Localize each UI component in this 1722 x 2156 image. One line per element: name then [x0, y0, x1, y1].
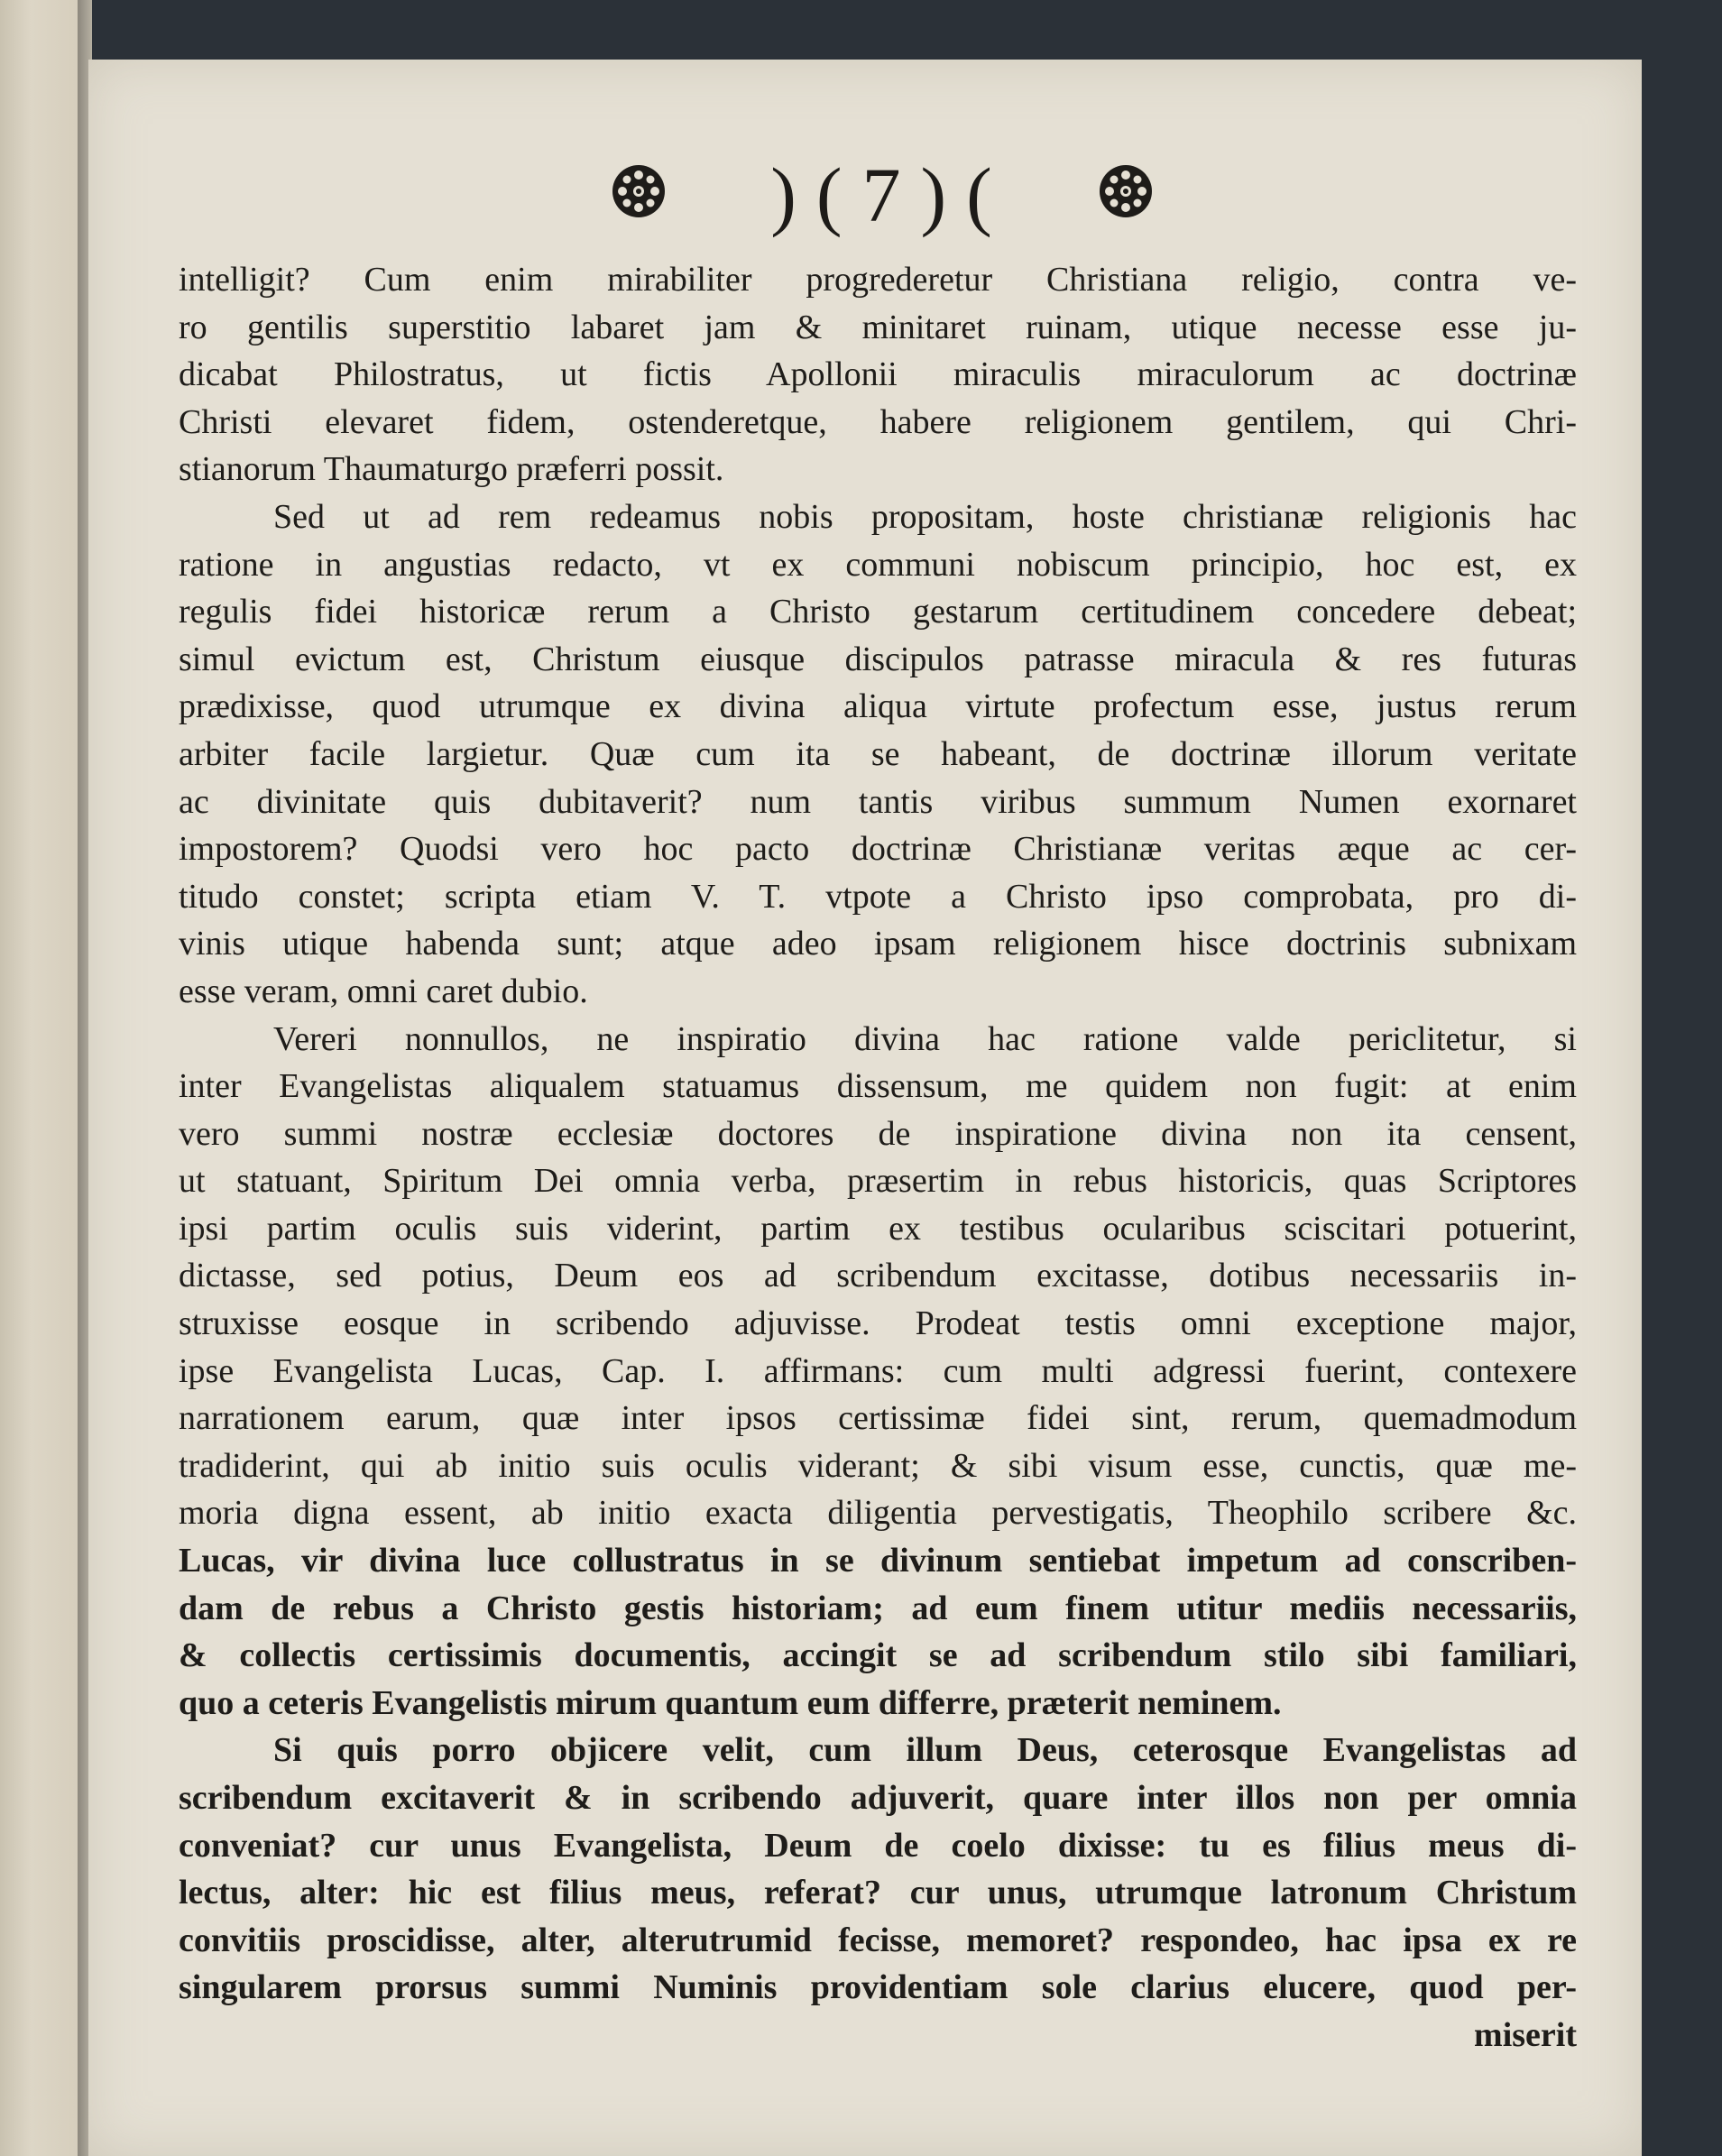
- text-line: Christi elevaret fidem, ostenderetque, habere religionem gentilem, qui Chri-: [179, 402, 1577, 441]
- text-line: regulis fidei historicæ rerum a Christo gestarum certitudinem concedere debeat;: [179, 593, 1577, 631]
- text-line: conveniat? cur unus Evangelista, Deum de coelo dixisse: tu es filius meus di-: [179, 1826, 1577, 1865]
- text-line: impostorem? Quodsi vero hoc pacto doctrinæ Christianæ veritas æque ac cer-: [179, 830, 1577, 869]
- text-line: singularem prorsus summi Numinis providentiam sole clarius elucere, quod per-: [179, 1968, 1577, 2007]
- text-line: Vereri nonnullos, ne inspiratio divina hac ratione valde periclitetur, si: [273, 1019, 1577, 1058]
- text-line: struxisse eosque in scribendo adjuvisse. Prodeat testis omni exceptione major,: [179, 1304, 1577, 1343]
- book-page: [88, 60, 1642, 2156]
- text-line: moria digna essent, ab initio exacta diligentia pervestigatis, Theophilo scribere &c.: [179, 1494, 1577, 1533]
- text-line: simul evictum est, Christum eiusque discipulos patrasse miracula & res futuras: [179, 640, 1577, 678]
- text-line: ut statuant, Spiritum Dei omnia verba, præsertim in rebus historicis, quas Scriptores: [179, 1162, 1577, 1201]
- catchword: miserit: [1474, 2015, 1577, 2054]
- text-line: vinis utique habenda sunt; atque adeo ipsam religionem hisce doctrinis subnixam: [179, 925, 1577, 963]
- text-line: & collectis certissimis documentis, accingit se ad scribendum stilo sibi familiari,: [179, 1636, 1577, 1675]
- text-line: Si quis porro objicere velit, cum illum Deus, ceterosque Evangelistas ad: [273, 1731, 1577, 1770]
- rosette-ornament-icon: [1097, 162, 1155, 220]
- text-line: vero summi nostræ ecclesiæ doctores de inspiratione divina non ita censent,: [179, 1114, 1577, 1153]
- text-line: convitiis proscidisse, alter, alterutrumid fecisse, memoret? respondeo, hac ipsa ex re: [179, 1921, 1577, 1959]
- body-text: [179, 256, 1577, 2059]
- text-line: lectus, alter: hic est filius meus, referat? cur unus, utrumque latronum Christum: [179, 1874, 1577, 1912]
- text-line: ac divinitate quis dubitaverit? num tantis viribus summum Numen exornaret: [179, 782, 1577, 821]
- text-line: ipsi partim oculis suis viderint, partim ex testibus ocularibus sciscitari potuerint,: [179, 1209, 1577, 1248]
- text-line: ro gentilis superstitio labaret jam & minitaret ruinam, utique necesse esse ju-: [179, 308, 1577, 346]
- text-line: ratione in angustias redacto, vt ex communi nobiscum principio, hoc est, ex: [179, 545, 1577, 584]
- page-number-value: 7: [861, 152, 921, 238]
- text-line: quo a ceteris Evangelistis mirum quantum eum differre, præterit neminem.: [179, 1683, 1282, 1722]
- bracket-ornament-right-icon: )(: [920, 152, 1012, 238]
- text-line: prædixisse, quod utrumque ex divina aliqua virtute profectum esse, justus rerum: [179, 687, 1577, 726]
- text-line: dictasse, sed potius, Deum eos ad scribendum excitasse, dotibus necessariis in-: [179, 1257, 1577, 1295]
- text-line: narrationem earum, quæ inter ipsos certissimæ fidei sint, rerum, quemadmodum: [179, 1399, 1577, 1438]
- text-line: intelligit? Cum enim mirabiliter progrederetur Christiana religio, contra ve-: [179, 261, 1577, 299]
- text-line: scribendum excitaverit & in scribendo adjuverit, quare inter illos non per omnia: [179, 1779, 1577, 1817]
- facing-page-edge: [0, 0, 78, 2156]
- text-line: dicabat Philostratus, ut fictis Apollonii miraculis miraculorum ac doctrinæ: [179, 355, 1577, 394]
- text-line: tradiderint, qui ab initio suis oculis viderant; & sibi visum esse, cunctis, quæ me-: [179, 1446, 1577, 1485]
- text-line: dam de rebus a Christo gestis historiam; ad eum finem utitur mediis necessariis,: [179, 1589, 1577, 1627]
- text-line: ipse Evangelista Lucas, Cap. I. affirmans: cum multi adgressi fuerint, contexere: [179, 1351, 1577, 1390]
- bracket-ornament-left-icon: )(: [770, 152, 862, 238]
- text-line: titudo constet; scripta etiam V. T. vtpote a Christo ipso comprobata, pro di-: [179, 877, 1577, 916]
- rosette-ornament-icon: [610, 162, 668, 220]
- text-line: inter Evangelistas aliqualem statuamus dissensum, me quidem non fugit: at enim: [179, 1067, 1577, 1106]
- text-line: stianorum Thaumaturgo præferri possit.: [179, 450, 724, 489]
- text-line: esse veram, omni caret dubio.: [179, 972, 588, 1010]
- text-line: Sed ut ad rem redeamus nobis propositam, hoste christianæ religionis hac: [273, 497, 1577, 536]
- text-line: Lucas, vir divina luce collustratus in se divinum sentiebat impetum ad conscriben-: [179, 1542, 1577, 1580]
- text-line: arbiter facile largietur. Quæ cum ita se habeant, de doctrinæ illorum veritate: [179, 734, 1577, 773]
- page-header: [88, 150, 1642, 249]
- page-number: [747, 150, 1036, 240]
